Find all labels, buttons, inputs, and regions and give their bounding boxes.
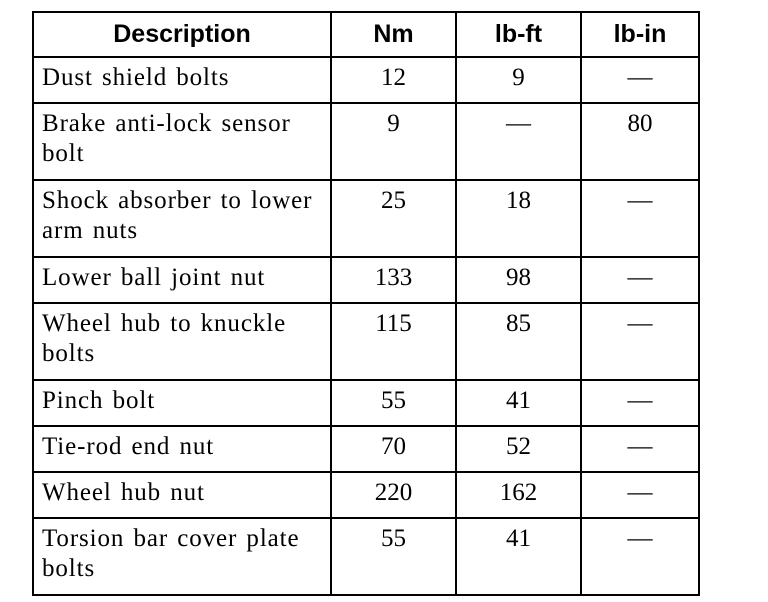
table-row [33,57,699,103]
cell-lb-in: — [581,426,699,472]
table-row [33,426,699,472]
cell-nm: 9 [331,103,456,180]
cell-nm: 115 [331,303,456,380]
cell-lb-in: — [581,180,699,257]
table-row [33,472,699,518]
header-lb-ft: lb-ft [456,12,581,57]
cell-lb-ft: 85 [456,303,581,380]
cell-description: Shock absorber to lower arm nuts [33,180,331,257]
cell-nm: 12 [331,57,456,103]
cell-lb-in: — [581,380,699,426]
table-row [33,257,699,303]
header-nm: Nm [331,12,456,57]
cell-nm: 55 [331,518,456,595]
cell-nm: 25 [331,180,456,257]
table-row [33,103,699,180]
cell-lb-ft: 41 [456,518,581,595]
cell-description: Lower ball joint nut [33,257,331,303]
cell-nm: 220 [331,472,456,518]
cell-description: Tie-rod end nut [33,426,331,472]
cell-lb-in: — [581,303,699,380]
cell-lb-ft: — [456,103,581,180]
header-lb-in: lb-in [581,12,699,57]
cell-lb-ft: 9 [456,57,581,103]
cell-description: Dust shield bolts [33,57,331,103]
table-row [33,180,699,257]
cell-lb-in: 80 [581,103,699,180]
table-row [33,303,699,380]
cell-lb-ft: 162 [456,472,581,518]
header-description: Description [33,12,331,57]
cell-lb-in: — [581,57,699,103]
cell-lb-in: — [581,257,699,303]
cell-description: Torsion bar cover plate bolts [33,518,331,595]
cell-nm: 55 [331,380,456,426]
cell-nm: 133 [331,257,456,303]
cell-lb-in: — [581,472,699,518]
table-row [33,380,699,426]
cell-description: Wheel hub nut [33,472,331,518]
cell-lb-ft: 98 [456,257,581,303]
cell-lb-in: — [581,518,699,595]
cell-description: Brake anti-lock sensor bolt [33,103,331,180]
cell-description: Wheel hub to knuckle bolts [33,303,331,380]
cell-nm: 70 [331,426,456,472]
table-row [33,518,699,595]
cell-lb-ft: 52 [456,426,581,472]
torque-specifications-table [32,11,700,596]
table-header-row [33,12,699,57]
cell-lb-ft: 18 [456,180,581,257]
cell-lb-ft: 41 [456,380,581,426]
cell-description: Pinch bolt [33,380,331,426]
